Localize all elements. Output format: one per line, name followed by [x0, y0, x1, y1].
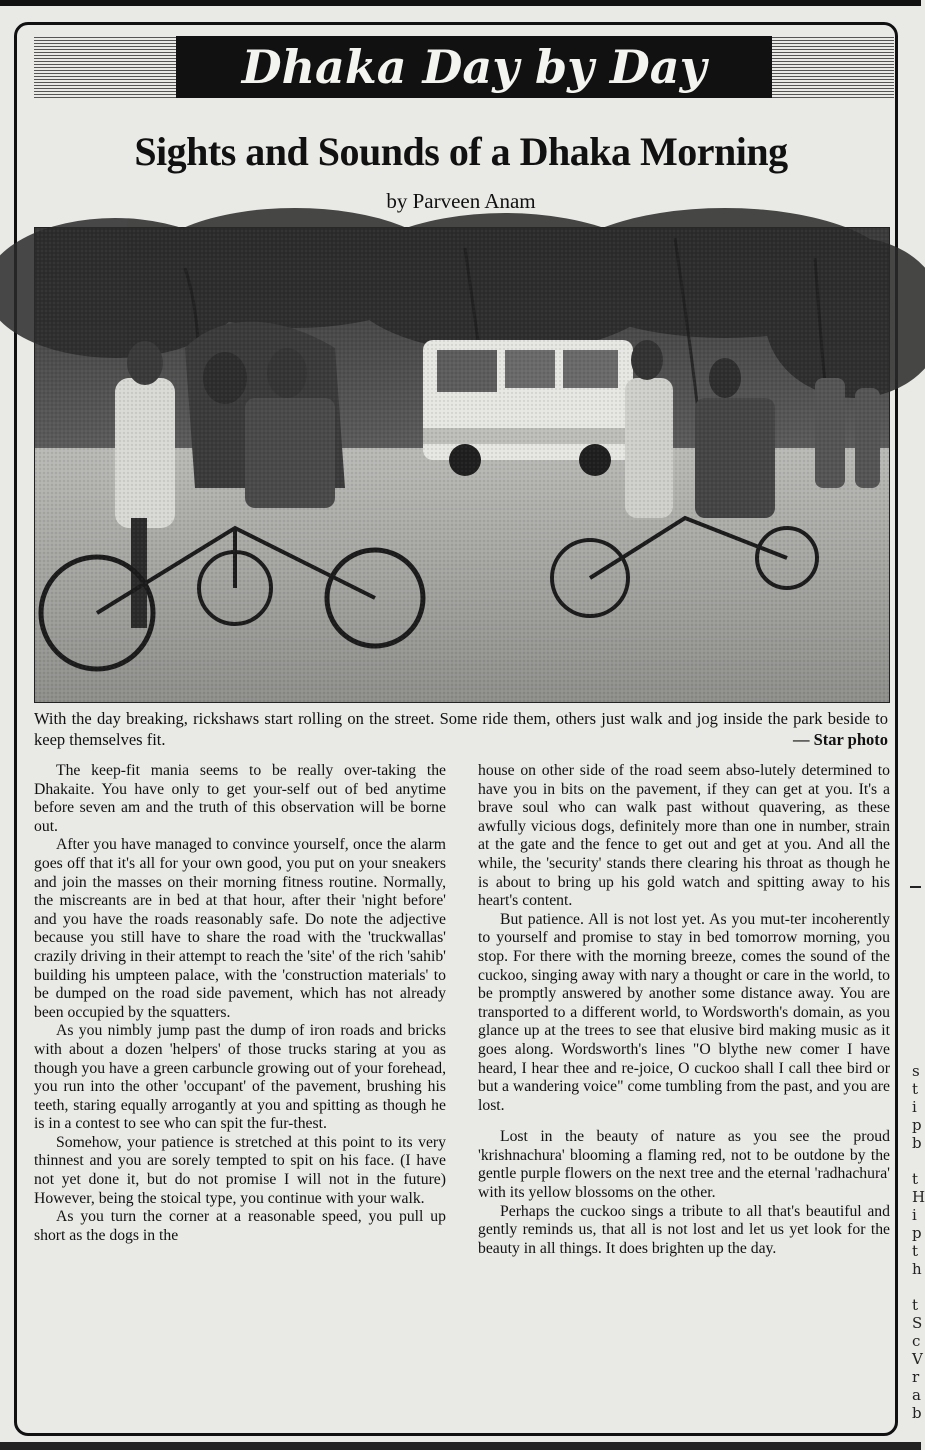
paragraph: The keep-fit mania seems to be really over-taking the Dhakaite. You have only to get your-self out of bed anytime before seven am and the truth of this observation will be borne out.: [34, 762, 446, 835]
cropped-adjacent-text: s t i p b t H i p t h t S c V r a b: [912, 1062, 925, 1422]
paragraph: As you nimbly jump past the dump of iron roads and bricks with about a dozen 'helpers' of those trucks staring at you as though you have a green carbuncle growing out of your forehead, you run into the other 'occupant' of the pavement, brushing his teeth, staring equally arrogantly at you and spitting as though he is in a contest to see who can spit the fur-thest.: [34, 1022, 446, 1133]
news-photo: [34, 227, 890, 703]
paragraph: house on other side of the road seem abso-lutely determined to have you in bits on the pavement, if they can get at you. It's a brave soul who can walk past without quavering, as these awfully vicious dogs, definitely more than one in number, strain at the gate and the fence to get out and get at you. And all the while, the 'security' stands there clearing his throat as though he is about to bring up his gold watch and spitting away to his heart's content.: [478, 762, 890, 910]
paragraph: Lost in the beauty of nature as you see the proud 'krishnachura' blooming a flaming red, not to be outdone by the gentle purple flowers on the next tree and the eternal 'radhachura' with its yellow blossoms on the other.: [478, 1128, 890, 1202]
photo-caption: [34, 708, 888, 750]
paragraph: As you turn the corner at a reasonable speed, you pull up short as the dogs in the: [34, 1208, 446, 1244]
headline: Sights and Sounds of a Dhaka Morning: [134, 129, 788, 174]
section-banner: [34, 36, 894, 98]
byline: by Parveen Anam: [386, 189, 536, 213]
paragraph: Somehow, your patience is stretched at this point to its very thinnest and you are sorely tempted to spit on his face. (I have not yet done it, but do not promise I will not in the future) However, being the stoical type, you continue with your walk.: [34, 1133, 446, 1207]
caption-text: With the day breaking, rickshaws start rolling on the street. Some ride them, others just walk and jog inside the park beside to keep themselves fit.: [34, 709, 888, 749]
section-title: Dhaka Day by Day: [176, 36, 772, 98]
divider: [910, 886, 921, 888]
paragraph: But patience. All is not lost yet. As you mut-ter incoherently to yourself and promise to stay in bed tomorrow morning, you stop. For there with the morning breeze, comes the sound of the cuckoo, singing away with nary a thought or care in the world, to be promptly answered by another some distance away. You are transported to a different world, to Wordsworth's domain, as you glance up at the trees to see that elusive bird making music as it goes along. Wordsworth's lines "O blythe new comer I have heard, I hear thee and re-joice, O cuckoo shall I call thee bird or but a wandering voice" come tumbling from the past, and you are lost.: [478, 910, 890, 1114]
adjacent-column-edge: [904, 22, 925, 1442]
bottom-rule: [0, 1442, 921, 1450]
paragraph: Perhaps the cuckoo sings a tribute to all that's beautiful and gently reminds us, that all is not lost and let us yet look for the beauty in all things. It does brighten up the day.: [478, 1202, 890, 1257]
article-column-1: [34, 762, 446, 1245]
article-column-2: [478, 762, 890, 1258]
paragraph: After you have managed to convince yourself, once the alarm goes off that it's all for your own good, you put on your sneakers and join the masses on their morning fitness routine. Normally, the miscreants are in bed at that hour, after their 'night before' and you have the roads reasonably safe. Do note the adjective because you still have to share the road with the 'truckwallas' crazily driving in their attempt to reach the 'site' of the rich 'sahib' building his umpteen palace, with the 'construction materials' to be dumped on the road side pavement, which has not already been occupied by the squatters.: [34, 836, 446, 1021]
top-rule: [0, 0, 921, 6]
photo-credit: — Star photo: [792, 730, 888, 749]
